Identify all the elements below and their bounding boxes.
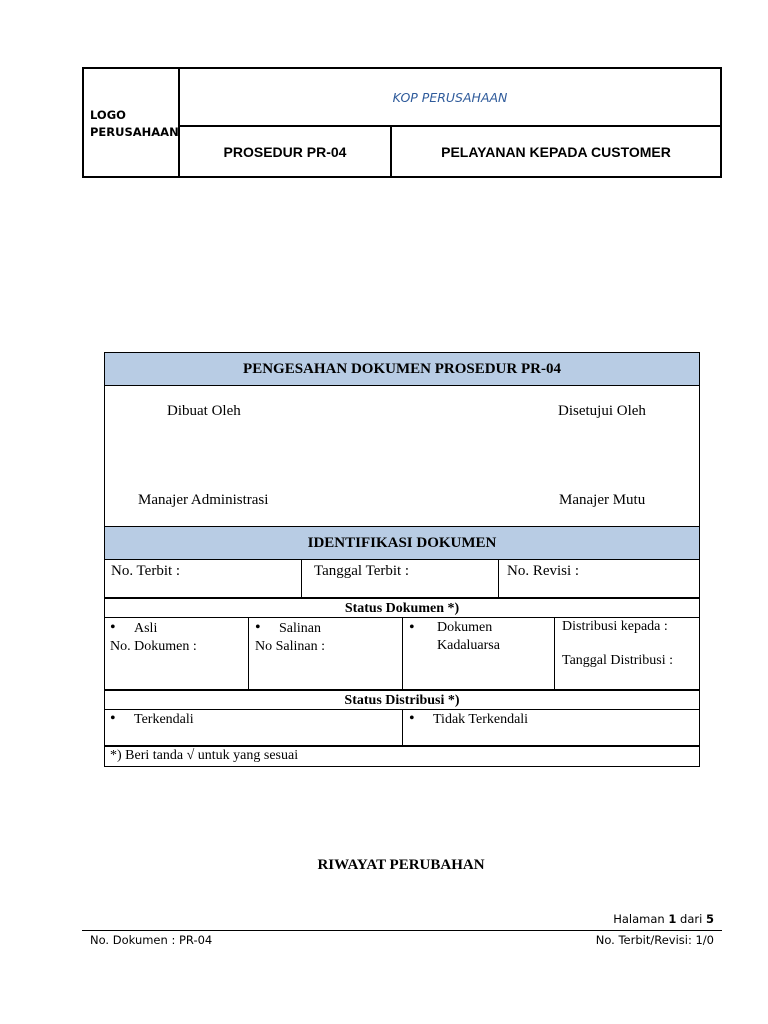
asli-label: • Asli (110, 619, 197, 638)
page-total: 5 (705, 912, 714, 926)
made-by-role: Manajer Administrasi (138, 492, 269, 508)
status-salinan-option[interactable] (255, 619, 325, 656)
company-logo-placeholder: LOGO PERUSAHAAN (84, 69, 180, 176)
approval-identification-table (104, 352, 700, 767)
divider (301, 560, 302, 597)
made-by-label: Dibuat Oleh (167, 403, 241, 419)
status-terkendali-option[interactable]: • Terkendali (110, 710, 194, 728)
page-sep: dari (680, 912, 703, 926)
company-letterhead: KOP PERUSAHAAN (180, 69, 720, 127)
tanggal-distribusi-field: Tanggal Distribusi : (562, 653, 674, 668)
no-dokumen-field: No. Dokumen : (110, 639, 197, 654)
divider (105, 745, 699, 747)
status-asli-option[interactable] (110, 619, 197, 656)
bullet-icon: • (409, 619, 415, 636)
no-revisi-field: No. Revisi : (507, 563, 580, 579)
distribusi-kepada-field: Distribusi kepada : (562, 619, 668, 634)
approval-title: PENGESAHAN DOKUMEN PROSEDUR PR-04 (105, 353, 699, 386)
divider (554, 617, 555, 689)
status-kadaluarsa-option[interactable] (409, 619, 519, 655)
divider (402, 617, 403, 689)
page-number (613, 912, 714, 926)
divider (402, 709, 403, 745)
page-prefix: Halaman (613, 912, 665, 926)
footer-terbit-revisi: No. Terbit/Revisi: 1/0 (595, 933, 714, 947)
approved-by-label: Disetujui Oleh (558, 403, 646, 419)
procedure-title: PELAYANAN KEPADA CUSTOMER (441, 143, 671, 160)
footer-doc-no: No. Dokumen : PR-04 (90, 933, 213, 947)
salinan-label: • Salinan (255, 619, 325, 638)
riwayat-perubahan-title: RIWAYAT PERUBAHAN (317, 857, 485, 873)
tanggal-terbit-field: Tanggal Terbit : (314, 563, 410, 579)
approved-by-role: Manajer Mutu (559, 492, 646, 508)
kadaluarsa-label: Dokumen Kadaluarsa (437, 620, 500, 653)
document-header (82, 67, 722, 178)
status-distribusi-title: Status Distribusi *) (344, 692, 460, 708)
identification-title: IDENTIFIKASI DOKUMEN (105, 527, 699, 560)
checkmark-note: *) Beri tanda √ untuk yang sesuai (110, 748, 299, 763)
no-terbit-field: No. Terbit : (111, 563, 181, 579)
no-salinan-field: No Salinan : (255, 639, 325, 654)
status-dokumen-title: Status Dokumen *) (344, 600, 460, 616)
status-tidak-terkendali-option[interactable]: • Tidak Terkendali (409, 710, 528, 728)
divider (248, 617, 249, 689)
divider (498, 560, 499, 597)
procedure-code: PROSEDUR PR-04 (180, 127, 392, 176)
page-current: 1 (668, 912, 677, 926)
footer-divider (82, 930, 722, 931)
